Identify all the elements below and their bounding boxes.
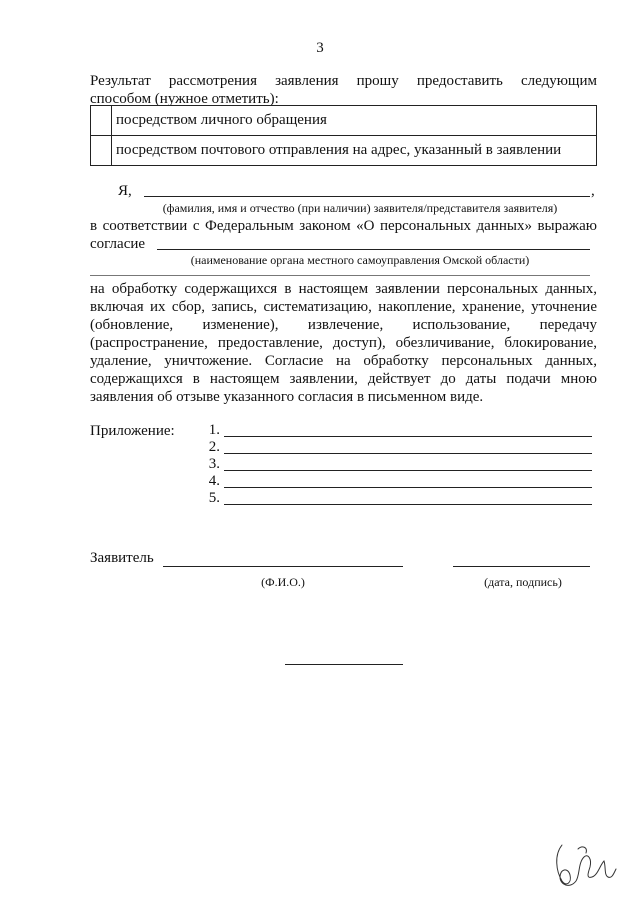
soglasie-label: согласие [90,236,146,252]
consent-body-line: включая их сбор, запись, систематизацию, накопление, хранение, уточнение [90,299,597,315]
attachment-number: 5. [208,490,220,506]
attachment-field-line[interactable] [224,470,592,471]
consent-body-line: удаление, уничтожение. Согласие на обработку персональных данных, [90,353,597,369]
option-label-mail: посредством почтового отправления на адрес, указанный в заявлении [112,136,597,166]
handwritten-signature-icon [548,837,618,891]
option-label-personal: посредством личного обращения [112,106,597,136]
organ-field-line-2[interactable] [90,275,590,276]
attachment-number: 4. [208,473,220,489]
attachment-row[interactable] [200,473,592,490]
page-number: 3 [316,40,324,56]
delivery-option-row[interactable] [91,136,597,166]
attachment-field-line[interactable] [224,504,592,505]
attachment-number: 3. [208,456,220,472]
attachments-label: Приложение: [90,423,175,439]
attachment-field-line[interactable] [224,487,592,488]
fio-hint: (фамилия, имя и отчество (при наличии) заявителя/представителя заявителя) [162,201,558,215]
applicant-date-line[interactable] [453,566,590,567]
attachment-row[interactable] [200,439,592,456]
delivery-option-row[interactable] [91,106,597,136]
applicant-date-hint: (дата, подпись) [484,575,562,589]
consent-body-line: содержащихся в настоящем заявлении, действует до даты подачи мною [90,371,597,387]
attachment-row[interactable] [200,422,592,439]
applicant-label: Заявитель [90,550,154,566]
result-line-1: Результат рассмотрения заявления прошу предоставить следующим [90,73,597,89]
organ-hint: (наименование органа местного самоуправления Омской области) [190,253,530,267]
consent-last-line: заявления об отзыве указанного согласия в письменном виде. [90,389,484,405]
attachment-row[interactable] [200,490,592,507]
delivery-options-table [90,105,597,166]
result-line-2: способом (нужное отметить): [90,91,279,107]
law-line: в соответствии с Федеральным законом «О персональных данных» выражаю [90,218,597,234]
applicant-fio-line[interactable] [163,566,403,567]
attachment-row[interactable] [200,456,592,473]
applicant-fio-hint: (Ф.И.О.) [261,575,305,589]
option-checkbox-personal[interactable] [91,106,112,136]
attachment-field-line[interactable] [224,436,592,437]
attachment-number: 2. [208,439,220,455]
consent-body-line: на обработку содержащихся в настоящем заявлении персональных данных, [90,281,597,297]
end-separator [285,664,403,665]
option-checkbox-mail[interactable] [91,136,112,166]
consent-ya: Я, [118,183,132,199]
consent-comma: , [591,183,595,199]
consent-body-line: (распространение, предоставление, доступ), обезличивание, блокирование, [90,335,597,351]
fio-field-line[interactable] [144,196,590,197]
attachment-field-line[interactable] [224,453,592,454]
organ-field-line[interactable] [157,249,590,250]
attachment-number: 1. [208,422,220,438]
consent-body-line: (обновление, изменение), извлечение, использование, передачу [90,317,597,333]
